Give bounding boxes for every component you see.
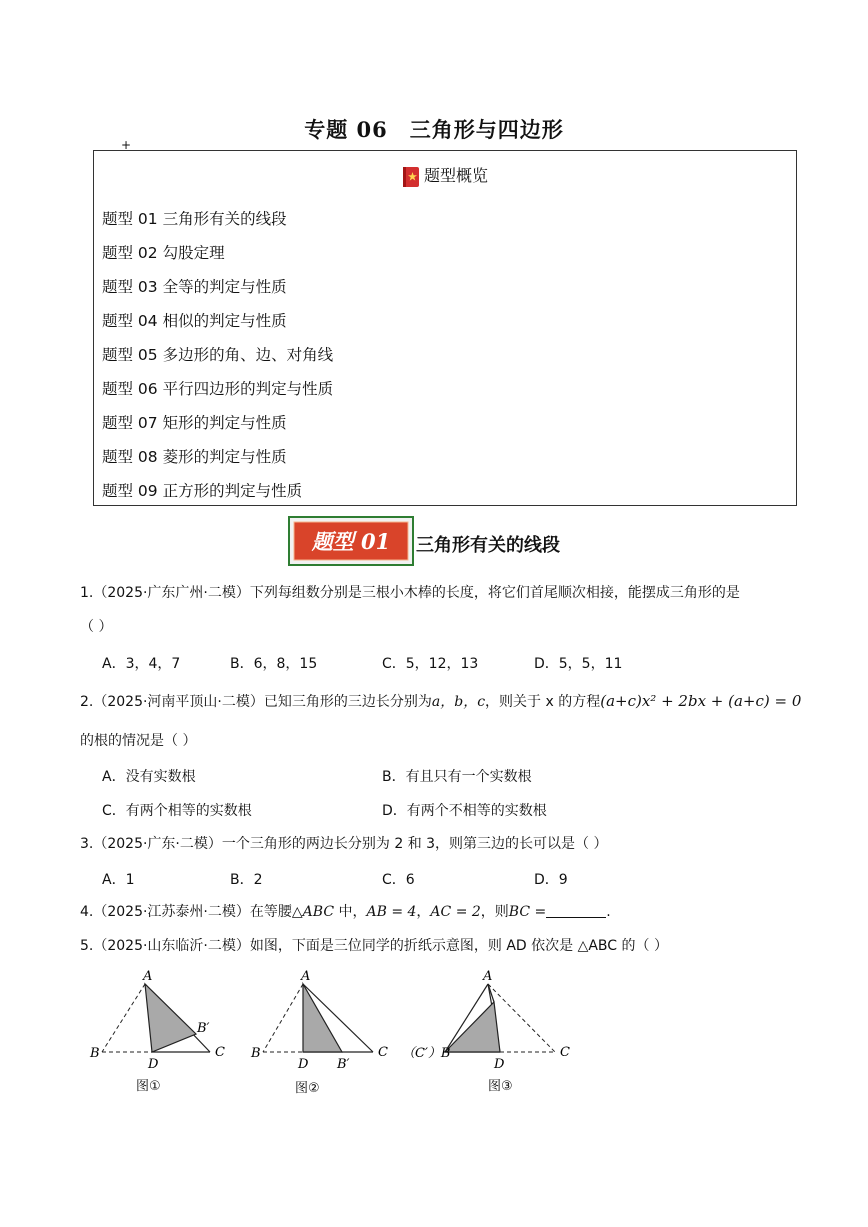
q1-option-a: A．3，4，7 <box>102 656 181 672</box>
q2-vars: a，b，c <box>431 694 486 710</box>
plus-mark: + <box>121 138 132 152</box>
q1-option-d: D．5，5，11 <box>534 656 623 672</box>
q2-mid: ，则关于 x 的方程 <box>485 694 601 710</box>
q4-prefix: 4.（2025·江苏泰州·二模）在等腰 <box>80 904 292 920</box>
q3-option-b: B．2 <box>230 872 263 888</box>
overview-item: 题型 03 全等的判定与性质 <box>102 278 287 296</box>
book-icon <box>402 166 420 188</box>
q4-ac: AC = 2 <box>430 904 481 920</box>
q2-option-c: C．有两个相等的实数根 <box>102 803 252 819</box>
question-1-text: 1.（2025·广东广州·二模）下列每组数分别是三根小木棒的长度，将它们首尾顺次相接，能摆成三角形的是 <box>80 585 740 601</box>
q4-end: . <box>606 904 611 920</box>
fig1-label-c: C <box>215 1045 225 1060</box>
section-banner <box>288 516 414 566</box>
q1-option-c: C．5，12，13 <box>382 656 479 672</box>
overview-heading-text: 题型概览 <box>423 166 488 185</box>
page-title: 专题 06 三角形与四边形 <box>304 117 564 142</box>
q4-bc: BC = <box>508 904 547 920</box>
q2-option-a: A．没有实数根 <box>102 769 196 785</box>
fig3-label-cprime-b: （C′）B <box>402 1046 451 1061</box>
q1-option-b: B．6，8，15 <box>230 656 318 672</box>
figure-1-caption: 图① <box>136 1079 161 1094</box>
figure-2 <box>250 969 388 1072</box>
q4-ab: AB = 4 <box>366 904 417 920</box>
section-title: 三角形有关的线段 <box>416 535 560 556</box>
overview-item: 题型 01 三角形有关的线段 <box>102 210 287 228</box>
figure-3 <box>402 969 570 1072</box>
fig3-label-a: A <box>483 969 493 984</box>
question-1-paren: （ ） <box>80 619 113 635</box>
figure-2-caption: 图② <box>295 1081 320 1096</box>
question-5-text: 5.（2025·山东临沂·二模）如图，下面是三位同学的折纸示意图，则 AD 依次是 △ABC 的（ ） <box>80 938 668 954</box>
fig2-label-d: D <box>298 1057 309 1072</box>
fig2-label-c: C <box>378 1045 388 1060</box>
question-3-text: 3.（2025·广东·二模）一个三角形的两边长分别为 2 和 3，则第三边的长可以是（ ） <box>80 836 608 852</box>
fig3-label-c: C <box>560 1045 570 1060</box>
fig1-label-a: A <box>143 969 153 984</box>
q3-option-d: D．9 <box>534 872 568 888</box>
q2-option-b: B．有且只有一个实数根 <box>382 769 532 785</box>
question-4-text <box>80 902 611 922</box>
section-banner-text: 题型 01 <box>311 529 391 554</box>
overview-item: 题型 07 矩形的判定与性质 <box>102 414 287 432</box>
fig2-label-b: B <box>251 1046 261 1061</box>
overview-item: 题型 06 平行四边形的判定与性质 <box>102 380 334 398</box>
fig1-label-d: D <box>148 1057 159 1072</box>
fig1-label-bprime: B′ <box>197 1021 210 1036</box>
overview-item: 题型 05 多边形的角、边、对角线 <box>102 346 334 364</box>
q4-mid1: 中， <box>334 904 367 920</box>
fig3-label-d: D <box>494 1057 505 1072</box>
overview-heading <box>94 163 796 188</box>
overview-box <box>93 150 797 506</box>
fig1-label-b: B <box>90 1046 100 1061</box>
overview-item: 题型 02 勾股定理 <box>102 244 225 262</box>
question-2-text <box>80 691 801 712</box>
q3-option-a: A．1 <box>102 872 135 888</box>
q3-option-c: C．6 <box>382 872 415 888</box>
fold-figures <box>80 962 600 1072</box>
q4-sep: ， <box>416 904 431 920</box>
question-2-line2: 的根的情况是（ ） <box>80 733 197 749</box>
q2-option-d: D．有两个不相等的实数根 <box>382 803 547 819</box>
q2-equation: (a+c)x² + 2bx + (a+c) = 0 <box>600 692 802 710</box>
figure-1 <box>89 969 225 1072</box>
q4-answer-blank[interactable] <box>546 903 606 918</box>
fig2-label-bprime: B′ <box>337 1057 350 1072</box>
overview-item: 题型 09 正方形的判定与性质 <box>102 482 303 500</box>
q4-mid2: ，则 <box>480 904 509 920</box>
q4-triangle: △ABC <box>291 904 335 920</box>
fig2-label-a: A <box>301 969 311 984</box>
overview-item: 题型 04 相似的判定与性质 <box>102 312 287 330</box>
figure-3-caption: 图③ <box>488 1079 513 1094</box>
q2-prefix: 2.（2025·河南平顶山·二模）已知三角形的三边长分别为 <box>80 694 432 710</box>
overview-item: 题型 08 菱形的判定与性质 <box>102 448 287 466</box>
